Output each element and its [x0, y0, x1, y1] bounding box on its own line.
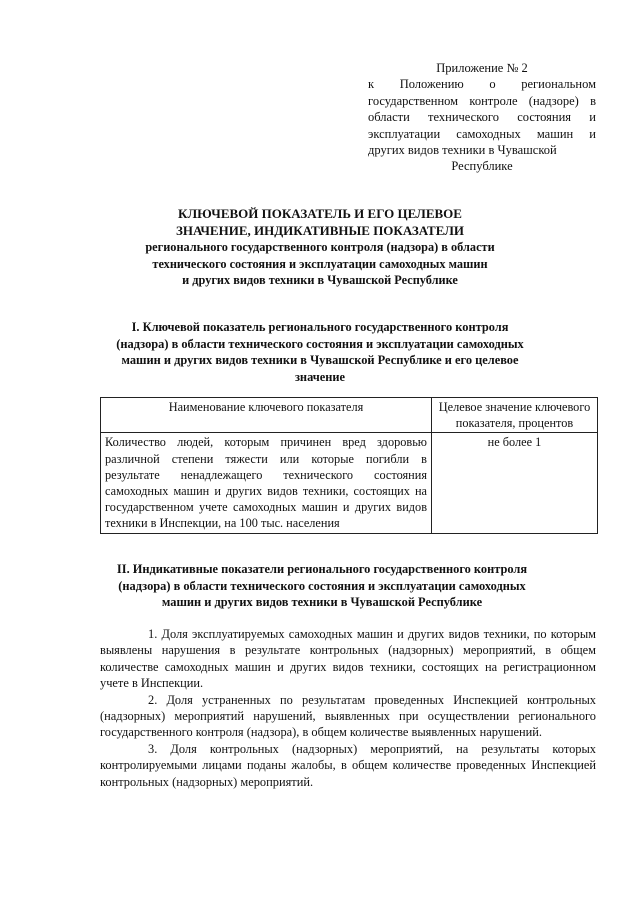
list-item: 2. Доля устраненных по результатам проведенных Инспекцией контрольных (надзорных) мероприятий нарушений, выявленных при осуществлении регионального государственного контроля (надзора), в общем количестве выявленных нарушений.	[100, 692, 596, 740]
title-line-2: ЗНАЧЕНИЕ, ИНДИКАТИВНЫЕ ПОКАЗАТЕЛИ	[176, 222, 464, 238]
title-line-5: и других видов техники в Чувашской Республике	[182, 273, 458, 287]
list-item: 3. Доля контрольных (надзорных) мероприятий, на результаты которых контролируемыми лицами поданы жалобы, в общем количестве проведенных Инспекцией контрольных (надзорных) мероприятий.	[100, 741, 596, 789]
appendix-text: к Положению о региональном государственном контроле (надзоре) в области технического состояния и эксплуатации самоходных машин и других видов техники в Чувашской	[368, 77, 596, 158]
table-header-target: Целевое значение ключевого показателя, процентов	[432, 398, 598, 433]
title-line-1: КЛЮЧЕВОЙ ПОКАЗАТЕЛЬ И ЕГО ЦЕЛЕВОЕ	[178, 206, 462, 221]
appendix-text-last: Республике	[451, 159, 513, 174]
list-item: 1. Доля эксплуатируемых самоходных машин и других видов техники, по которым выявлены нарушения в результате контрольных (надзорных) мероприятий, в общем количестве самоходных машин и других видов техники, состоящих на регистрационном учете в Инспекции.	[100, 627, 596, 691]
document-title	[100, 206, 540, 289]
key-indicator-table	[100, 397, 598, 534]
appendix-block	[368, 60, 596, 175]
title-line-4: технического состояния и эксплуатации самоходных машин	[152, 256, 488, 271]
table-header-indicator: Наименование ключевого показателя	[101, 398, 432, 433]
title-line-3: регионального государственного контроля (надзора) в области	[145, 240, 495, 254]
section-2-heading: II. Индикативные показатели регионального государственного контроля (надзора) в области технического состояния и эксплуатации самоходных машин и других видов техники в Чувашской Республике	[116, 562, 528, 609]
table-row	[101, 433, 598, 533]
indicative-list	[100, 626, 596, 790]
indicator-cell: Количество людей, которым причинен вред здоровью различной степени тяжести или которые погибли в результате ненадлежащего технического состояния самоходных машин и других видов техники, состоящих на государственном учете самоходных машин и других видов техники в Инспекции, на 100 тыс. населения	[101, 433, 432, 533]
target-value-cell: не более 1	[432, 433, 598, 533]
appendix-title: Приложение № 2	[436, 61, 528, 75]
section-1-heading: I. Ключевой показатель регионального государственного контроля (надзора) в области технического состояния и эксплуатации самоходных машин и других видов техники в Чувашской Республике и его целевое значение	[116, 320, 524, 384]
table-header-row	[101, 398, 598, 433]
